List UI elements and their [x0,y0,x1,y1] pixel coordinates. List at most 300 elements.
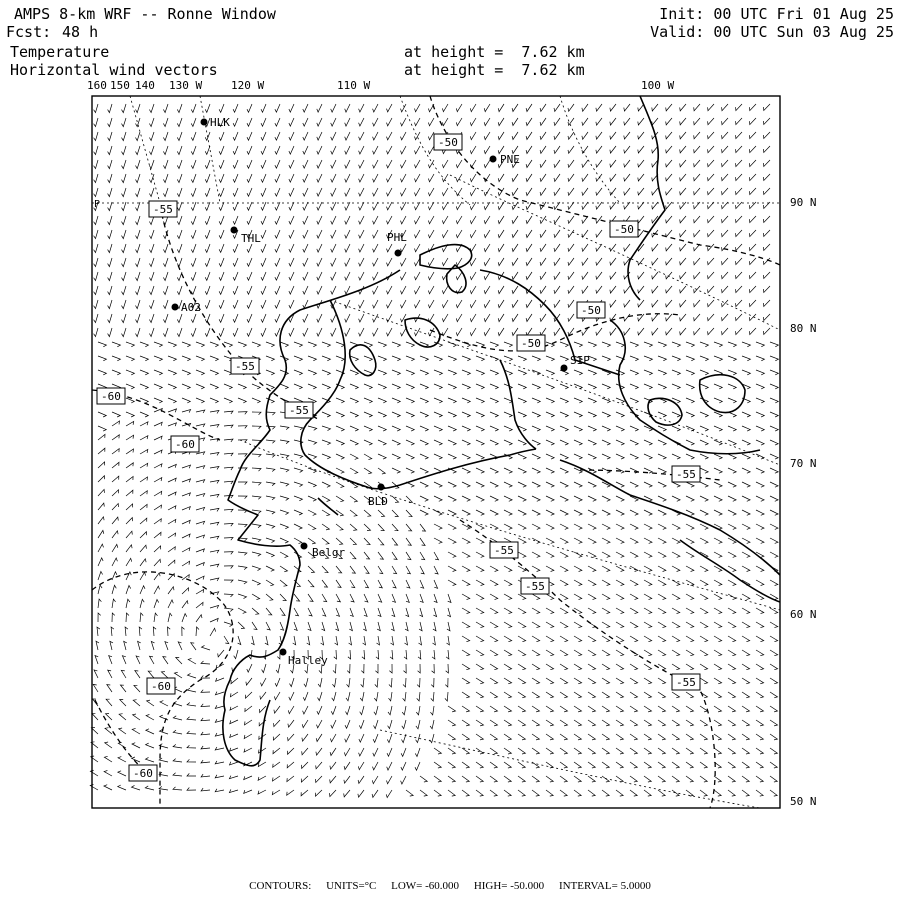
wind-barb [373,118,378,126]
wind-barb [526,104,532,112]
wind-barb [406,608,409,617]
wind-barb [700,384,708,389]
wind-barb [415,748,420,757]
wind-barb [308,482,316,487]
wind-barb [694,314,700,321]
wind-barb [574,790,581,796]
wind-barb [406,790,413,796]
wind-barb [512,216,518,224]
wind-barb [104,771,112,777]
wind-barb [714,496,722,501]
wind-barb [402,706,406,715]
wind-barb [554,104,560,111]
wind-barb [177,286,182,295]
wind-barb [714,342,722,347]
wind-barb [540,118,546,125]
wind-barb [672,608,680,614]
wind-barb [140,559,146,566]
wind-barb [252,398,260,403]
wind-barb [331,706,336,714]
wind-barb [658,692,666,698]
wind-barb [294,482,303,487]
wind-barb [266,594,273,600]
wind-barb [526,188,532,196]
grid-line [560,96,620,203]
height-temperature: at height = 7.62 km [404,43,585,61]
wind-barb [105,728,112,734]
wind-barb [700,580,708,586]
wind-barb [582,160,588,167]
wind-barb [658,356,666,361]
wind-barb [630,552,638,557]
wind-barb [247,174,252,182]
wind-barb [574,566,582,572]
wind-barb [196,480,205,483]
wind-barb [392,608,395,617]
wind-barb [728,664,736,670]
wind-barb [652,244,658,251]
wind-barb [275,244,280,252]
wind-barb [714,454,722,459]
wind-barb [722,258,728,265]
wind-barb [303,104,308,112]
wind-barb [109,656,112,664]
wind-barb [574,664,582,670]
wind-barb [373,748,378,756]
wind-barb [196,398,204,403]
wind-barb [154,519,161,524]
wind-barb [196,535,205,538]
wind-barb [638,272,644,279]
wind-barb [336,524,343,530]
wind-barb [360,706,364,715]
wind-barb [742,538,750,543]
wind-barb [476,678,484,684]
wind-barb [224,398,232,403]
coastline [223,270,400,766]
wind-barb [122,132,127,141]
wind-barb [476,748,483,754]
wind-barb [546,524,554,529]
wind-barb [532,538,540,543]
wind-barb [252,412,261,415]
wind-barb [378,356,386,361]
wind-barb [98,489,104,496]
wind-barb [98,572,103,581]
wind-barb [238,566,247,570]
wind-barb [658,468,666,473]
wind-barb [658,440,666,445]
wind-barb [280,608,285,615]
wind-barb [554,258,560,265]
wind-barb [210,522,219,525]
wind-barb [624,146,630,153]
wind-barb [317,146,322,154]
wind-barb [126,398,134,403]
pole-marker: P [94,199,101,210]
wind-barb [434,538,442,543]
wind-barb [728,524,736,529]
wind-barb [390,650,393,659]
wind-barb [602,762,609,768]
wind-barb [448,706,456,712]
wind-barb [560,552,568,557]
wind-barb [301,776,308,782]
wind-barb [168,464,176,468]
wind-barb [275,146,280,154]
wind-barb [588,454,596,459]
wind-barb [568,174,574,181]
wind-barb [182,398,190,403]
wind-barb [756,356,764,361]
wind-barb [173,744,182,748]
wind-barb [434,566,438,574]
wind-barb [94,670,98,678]
wind-barb [686,622,694,628]
wind-barb [287,748,294,754]
wind-barb [728,440,736,445]
wind-barb [442,314,448,322]
wind-barb [532,412,540,417]
wind-barb [139,627,142,636]
wind-barb [736,146,742,153]
wind-barb [750,160,757,167]
wind-barb [448,496,456,501]
wind-barb [610,328,616,335]
wind-barb [238,622,245,629]
wind-barb [462,552,470,557]
wind-barb [247,286,252,294]
wind-barb [322,440,331,445]
wind-barb [442,230,448,238]
wind-barb [644,720,652,726]
wind-barb [378,594,382,602]
wind-barb [233,286,238,294]
wind-barb [191,188,196,196]
wind-barb [146,743,154,748]
wind-barb [770,664,778,670]
wind-barb [582,328,588,335]
station-label: PHL [387,231,407,244]
wind-barb [373,272,378,280]
wind-barb [526,174,532,182]
wind-barb [644,678,652,684]
wind-barb [560,510,568,515]
wind-barb [470,132,476,140]
wind-barb [736,286,742,293]
wind-barb [201,661,210,664]
wind-barb [770,636,778,642]
station-dot [378,484,385,491]
wind-barb [233,118,238,126]
wind-barb [135,671,140,678]
wind-barb [406,552,411,560]
wind-barb [532,398,540,403]
wind-barb [219,216,224,224]
wind-barb [122,216,127,225]
wind-barb [624,160,630,167]
svg-text:-50: -50 [614,223,634,236]
wind-barb [392,468,400,473]
wind-barb [694,258,700,265]
wind-barb [540,272,546,279]
wind-barb [275,300,280,308]
wind-barb [518,538,526,543]
wind-barb [406,440,414,445]
wind-barb [233,174,238,182]
wind-barb [714,622,722,628]
wind-barb [504,720,512,726]
wind-barb [680,286,686,293]
wind-barb [694,188,700,195]
wind-barb [560,342,568,347]
wind-barb [387,174,393,182]
wind-barb [476,790,483,796]
wind-barb [546,748,553,754]
wind-barb [154,491,162,496]
wind-barb [210,398,218,403]
wind-barb [686,412,694,417]
wind-barb [289,216,294,224]
wind-barb [106,699,112,706]
wind-barb [219,314,224,322]
wind-barb [94,216,98,225]
wind-barb [308,580,314,587]
wind-barb [728,510,736,515]
wind-barb [638,132,644,139]
wind-barb [168,520,176,525]
wind-barb [136,286,141,295]
wind-barb [532,734,539,740]
wind-barb [672,734,679,740]
contour-label [147,678,175,694]
wind-barb [387,748,392,756]
wind-barb [289,104,294,112]
wind-barb [736,174,742,181]
wind-barb [448,566,456,572]
wind-barb [387,286,393,294]
wind-barb [476,692,484,698]
contour-high: HIGH= -50.000 [473,880,545,892]
wind-barb [700,790,707,796]
wind-barb [289,132,294,140]
wind-barb [182,493,190,496]
wind-barb [136,118,141,127]
wind-barb [490,720,498,726]
wind-barb [308,370,316,375]
wind-barb [364,454,372,460]
wind-barb [98,517,104,524]
wind-barb [289,300,294,308]
wind-barb [392,594,396,602]
wind-barb [406,454,414,459]
wind-barb [756,412,764,417]
wind-barb [224,608,233,612]
wind-barb [616,510,624,515]
wind-barb [266,496,275,500]
wind-barb [112,421,120,426]
wind-barb [373,146,378,154]
wind-barb [630,384,638,389]
wind-barb [108,216,112,225]
wind-barb [294,538,302,544]
wind-barb [504,580,512,586]
wind-barb [448,552,456,557]
wind-barb [331,286,336,294]
wind-barb [153,627,156,636]
wind-barb [644,734,651,740]
wind-barb [602,566,610,572]
wind-barb [252,608,259,614]
wind-barb [196,627,199,636]
wind-barb [610,146,616,153]
wind-barb [401,216,407,224]
wind-barb [644,650,652,656]
lon-label: 140 [135,79,155,92]
wind-barb [168,342,176,347]
wind-barb [96,641,99,650]
wind-barb [742,426,750,431]
wind-barb [462,692,470,698]
wind-barb [666,216,672,223]
wind-barb [714,608,722,614]
wind-barb [336,342,344,347]
wind-barb [420,510,428,515]
wind-barb [98,448,105,454]
wind-barb [700,636,708,642]
wind-barb [387,776,393,784]
wind-barb [498,132,504,140]
wind-barb [770,384,778,389]
wind-barb [770,692,778,698]
wind-barb [140,477,148,482]
wind-barb [406,538,411,545]
wind-barb [205,300,210,308]
wind-barb [742,664,750,670]
wind-barb [196,424,205,427]
wind-barb [756,440,764,445]
wind-barb [498,286,504,294]
wind-barb [638,286,644,293]
wind-barb [92,713,98,720]
wind-barb [401,272,407,280]
wind-barb [484,300,490,308]
wind-barb [666,272,672,279]
wind-barb [672,566,680,572]
wind-barb [280,468,289,472]
wind-barb [484,188,490,196]
wind-barb [582,286,588,293]
wind-barb [163,104,168,113]
wind-barb [126,545,132,552]
wind-barb [498,258,504,266]
wind-barb [110,641,113,650]
wind-barb [770,552,778,557]
wind-barb [442,118,448,126]
wind-barb [187,788,196,791]
wind-barb [252,342,260,347]
wind-barb [476,426,484,431]
wind-barb [432,650,435,659]
wind-barb [630,342,638,347]
wind-barb [238,342,246,347]
wind-barb [174,672,182,678]
wind-barb [378,524,384,531]
wind-barb [722,230,728,237]
wind-barb [266,552,274,557]
wind-barb [498,174,504,182]
wind-barb [406,398,414,403]
wind-barb [448,762,455,768]
wind-barb [616,706,624,712]
wind-barb [333,664,336,673]
wind-barb [624,188,630,195]
forecast-hours: 48 h [62,23,99,41]
wind-barb [504,790,511,796]
wind-barb [616,496,624,501]
wind-barb [714,678,722,684]
wind-barb [331,244,336,252]
wind-barb [714,734,721,740]
wind-barb [406,342,414,347]
wind-barb [258,762,266,767]
wind-barb [387,216,393,224]
svg-text:-55: -55 [153,203,173,216]
wind-barb [247,258,252,266]
wind-barb [363,622,366,631]
wind-barb [476,594,484,600]
wind-barb [588,678,596,684]
wind-barb [756,510,764,515]
wind-barb [317,174,322,182]
wind-barb [574,496,582,501]
wind-barb [154,613,158,622]
wind-barb [616,608,624,614]
wind-barb [360,692,364,701]
wind-barb [247,188,252,196]
wind-barb [266,608,272,615]
wind-barb [644,440,652,445]
wind-barb [119,714,126,720]
wind-barb [630,664,638,670]
wind-barb [98,544,104,552]
wind-barb [512,286,518,294]
wind-barb [418,650,421,659]
wind-barb [303,272,308,280]
wind-barb [345,286,350,294]
wind-barb [512,272,518,280]
wind-barb [568,230,574,237]
wind-barb [215,775,224,778]
wind-barb [714,384,722,389]
svg-text:-55: -55 [676,676,696,689]
wind-barb [686,370,694,375]
wind-barb [302,762,309,768]
wind-barb [658,608,666,614]
wind-barb [401,174,407,182]
wind-barb [219,286,224,294]
wind-barb [476,706,484,712]
wind-barb [112,490,119,496]
wind-barb [582,146,588,153]
wind-barb [359,244,364,252]
wind-barb [490,664,498,670]
wind-barb [196,549,204,552]
wind-barb [247,314,252,322]
wind-barb [434,524,442,529]
wind-barb [122,314,127,323]
contours-label: CONTOURS: [249,880,312,892]
